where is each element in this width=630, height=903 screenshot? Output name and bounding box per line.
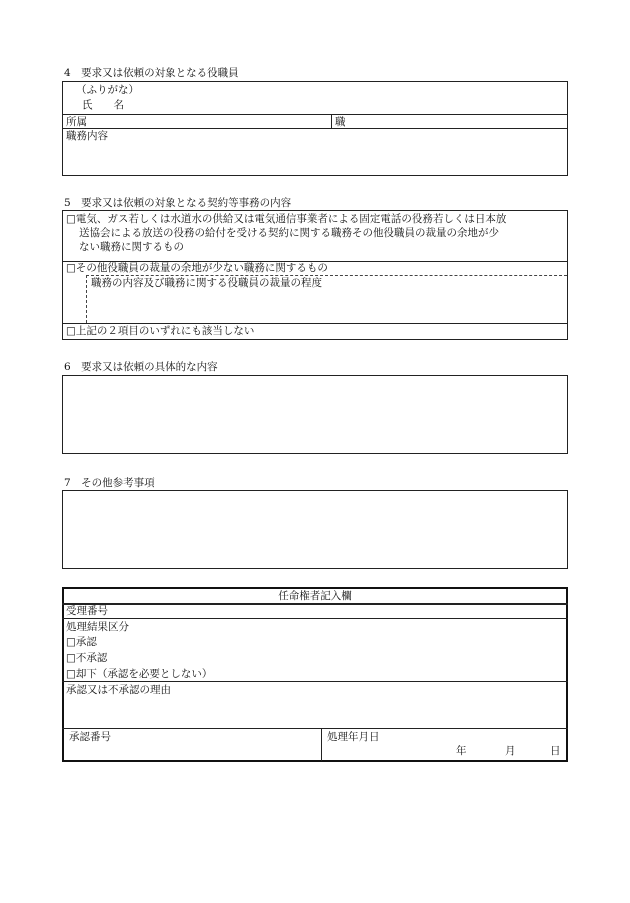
divider: [62, 618, 568, 619]
affiliation-label: 所属: [66, 116, 87, 128]
divider: [62, 128, 568, 129]
option1-checkbox-line1[interactable]: □電気、ガス若しくは水道水の供給又は電気通信事業者による固定電話の役務若しくは日本放: [66, 213, 507, 225]
processing-date-label: 処理年月日: [327, 731, 380, 743]
option1-text-line2: 送協会による放送の役務の給付を受ける契約に関する職務その他役職員の裁量の余地が少: [79, 227, 499, 239]
section5-heading: 5 要求又は依頼の対象となる契約等事務の内容: [64, 197, 292, 209]
section4-heading: 4 要求又は依頼の対象となる役職員: [64, 67, 239, 79]
dashed-divider: [86, 275, 567, 276]
option2-detail-label: 職務の内容及び職務に関する役職員の裁量の程度: [91, 277, 322, 289]
year-label: 年: [456, 745, 467, 757]
divider: [62, 728, 568, 729]
divider: [62, 603, 568, 605]
approval-number-label: 承認番号: [69, 731, 111, 743]
section7-textarea[interactable]: [62, 490, 568, 569]
month-label: 月: [505, 745, 516, 757]
section6-textarea[interactable]: [62, 375, 568, 454]
divider: [331, 114, 332, 128]
receipt-number-label: 受理番号: [66, 605, 108, 617]
approve-checkbox[interactable]: □承認: [66, 636, 97, 648]
disapprove-checkbox[interactable]: □不承認: [66, 652, 108, 664]
appointer-title: 任命権者記入欄: [278, 590, 352, 602]
day-label: 日: [550, 745, 561, 757]
divider: [62, 681, 568, 682]
reason-label: 承認又は不承認の理由: [66, 684, 171, 696]
position-label: 職: [335, 116, 346, 128]
name-label: 氏 名: [82, 99, 124, 111]
furigana-label: （ふりがな）: [76, 84, 139, 96]
duties-label: 職務内容: [66, 130, 108, 142]
dashed-divider: [86, 275, 87, 323]
option3-checkbox[interactable]: □上記の２項目のいずれにも該当しない: [66, 325, 255, 337]
divider: [62, 114, 568, 115]
section7-heading: 7 その他参考事項: [64, 477, 155, 489]
option1-text-line3: ない職務に関するもの: [79, 241, 184, 253]
dismiss-checkbox[interactable]: □却下（承認を必要としない）: [66, 668, 213, 680]
divider: [321, 728, 322, 761]
divider: [62, 323, 568, 324]
section6-heading: 6 要求又は依頼の具体的な内容: [64, 361, 218, 373]
option2-checkbox[interactable]: □その他役職員の裁量の余地が少ない職務に関するもの: [66, 262, 328, 274]
result-label: 処理結果区分: [66, 621, 129, 633]
